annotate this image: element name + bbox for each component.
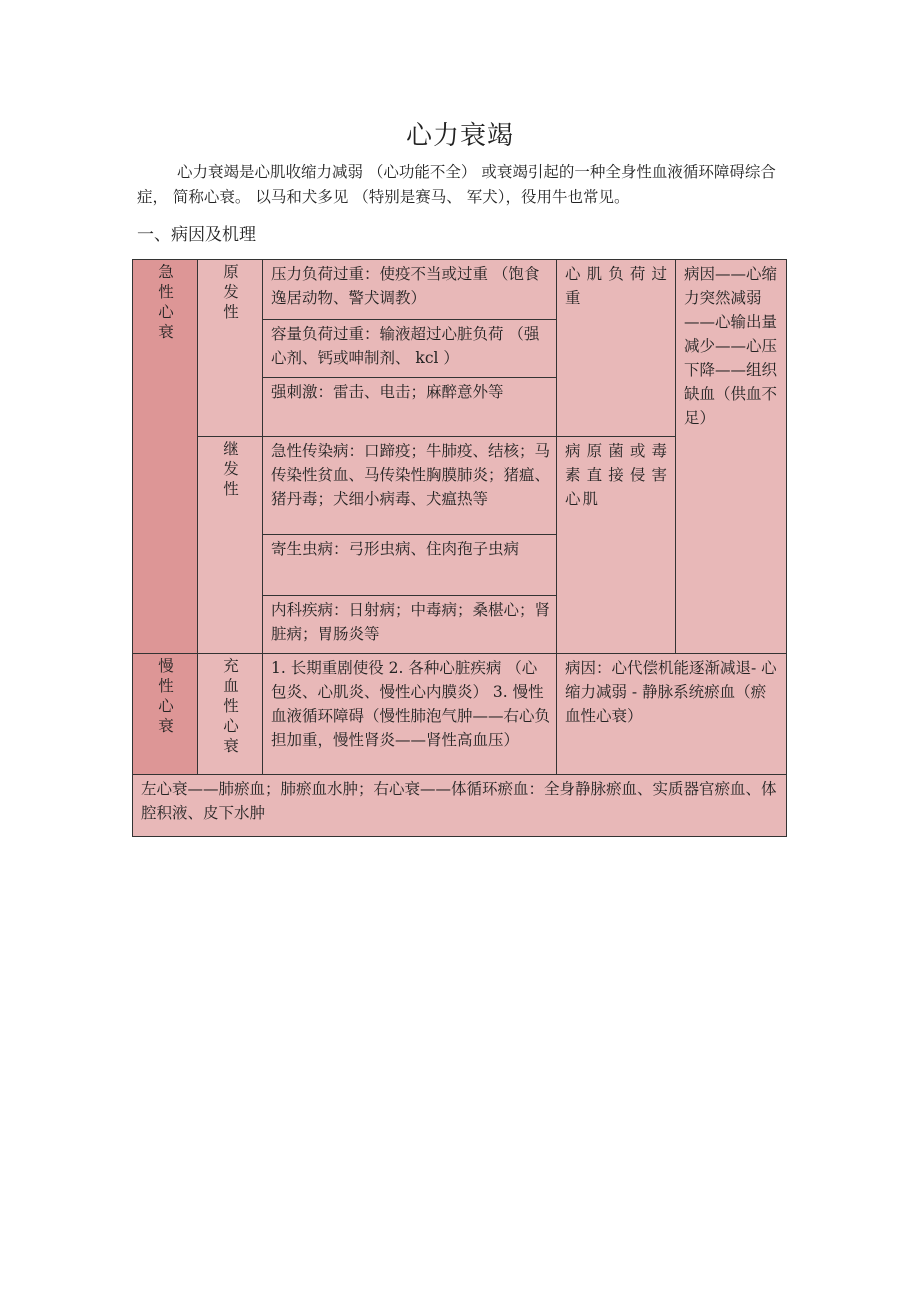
secondary-label: 继发性 — [198, 437, 263, 654]
table-cell: 急性传染病：口蹄疫；牛肺疫、结核；马传染性贫血、马传染性胸膜肺炎；猪瘟、猪丹毒；犬细小病毒、犬瘟热等 — [263, 437, 557, 535]
chronic-heart-failure-label: 慢性心衰 — [133, 654, 198, 775]
table-cell: 强刺激：雷击、电击；麻醉意外等 — [263, 378, 557, 437]
chronic-causes: 1. 长期重剧使役 2. 各种心脏疾病 （心包炎、心肌炎、慢性心内膜炎） 3. 慢性血液循环障碍（慢性肺泡气肿——右心负担加重，慢性肾炎——肾性高血压） — [263, 654, 557, 775]
etiology-table — [132, 259, 787, 837]
chronic-pathogenesis: 病因：心代偿机能逐渐减退- 心缩力减弱 - 静脉系统瘀血（瘀血性心衰） — [557, 654, 787, 775]
congestive-label: 充血性心衰 — [198, 654, 263, 775]
section-heading: 一、病因及机理 — [137, 225, 256, 245]
table-cell: 压力负荷过重：使疫不当或过重 （饱食逸居动物、警犬调教） — [263, 260, 557, 320]
table-cell: 内科疾病：日射病；中毒病；桑椹心；肾脏病；胃肠炎等 — [263, 596, 557, 654]
acute-pathogenesis: 病因——心缩力突然减弱——心输出量减少——心压下降——组织缺血（供血不足） — [676, 260, 787, 654]
primary-label: 原发性 — [198, 260, 263, 437]
table-cell: 容量负荷过重：输液超过心脏负荷 （强心剂、钙或呻制剂、 kcl ） — [263, 320, 557, 378]
secondary-mechanism: 病原菌或毒素直接侵害心肌 — [557, 437, 676, 654]
page-title: 心力衰竭 — [405, 121, 514, 151]
primary-mechanism: 心肌负荷过重 — [557, 260, 676, 437]
acute-heart-failure-label: 急性心衰 — [133, 260, 198, 654]
intro-paragraph: 心力衰竭是心肌收缩力减弱 （心功能不全） 或衰竭引起的一种全身性血液循环障碍综合症， 简称心衰。 以马和犬多见 （特别是赛马、 军犬），役用牛也常见。 — [137, 163, 776, 206]
table-footer-note: 左心衰——肺瘀血；肺瘀血水肿；右心衰——体循环瘀血：全身静脉瘀血、实质器官瘀血、体腔积液、皮下水肿 — [133, 775, 787, 837]
table-cell: 寄生虫病：弓形虫病、住肉孢子虫病 — [263, 535, 557, 596]
